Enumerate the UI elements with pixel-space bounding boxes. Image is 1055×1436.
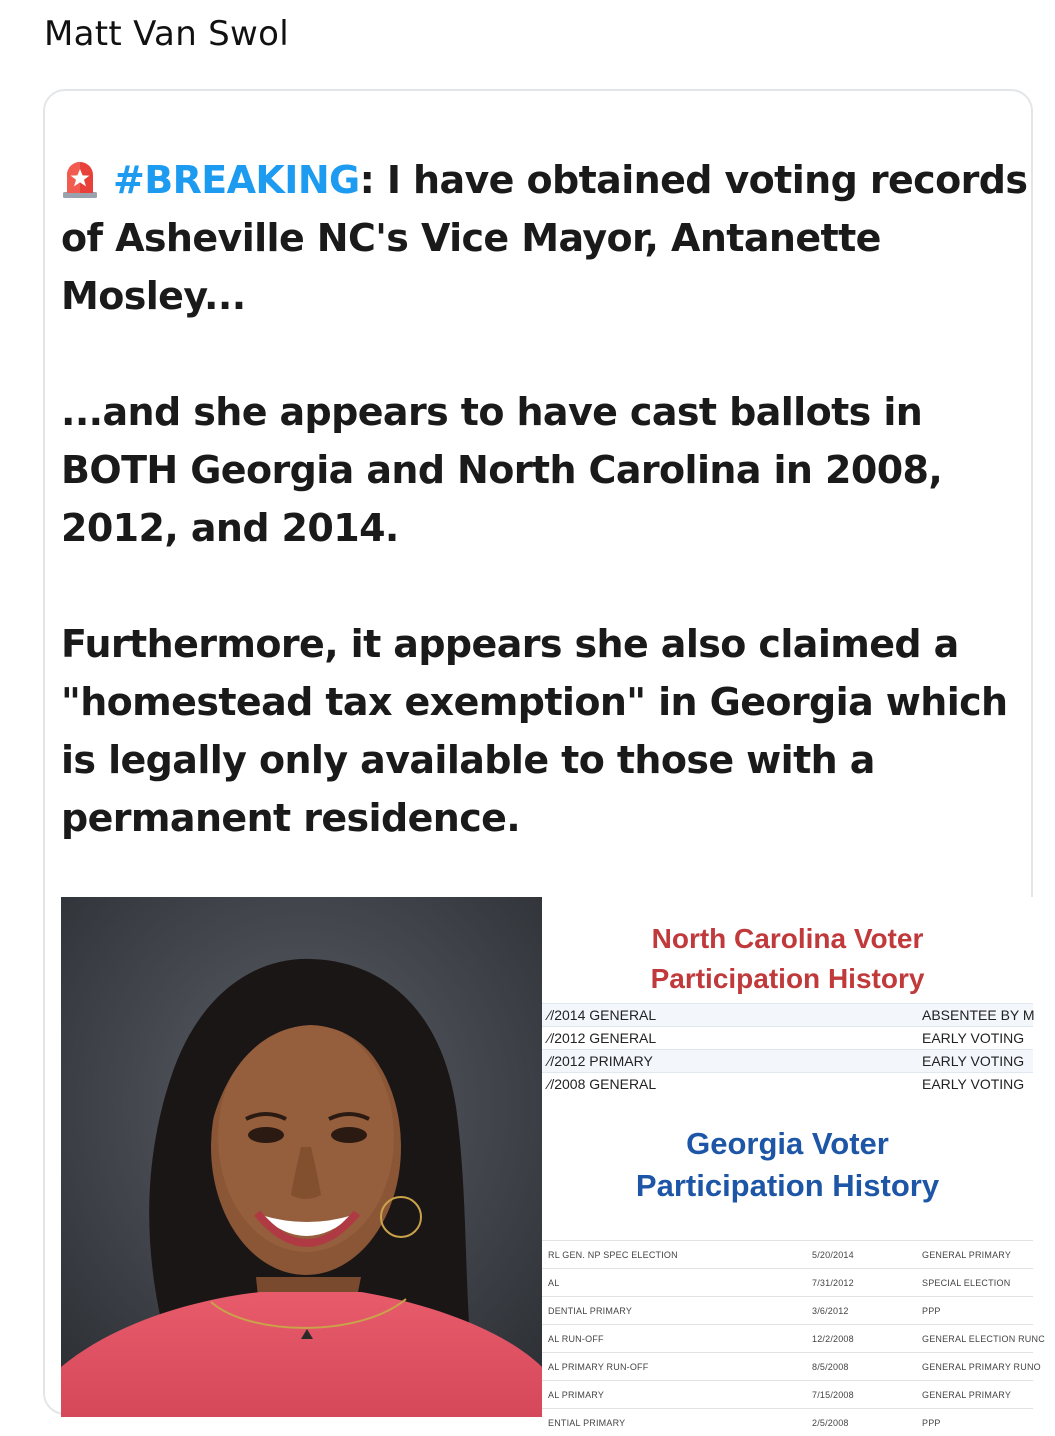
ga-date: 8/5/2008 bbox=[812, 1362, 849, 1372]
ga-history-title bbox=[542, 1123, 1033, 1207]
ga-type: GENERAL PRIMARY bbox=[922, 1250, 1012, 1260]
ga-type: PPP bbox=[922, 1418, 941, 1428]
ga-type: GENERAL ELECTION RUNC bbox=[922, 1334, 1045, 1344]
nc-election: ⁄/2012 PRIMARY bbox=[548, 1053, 653, 1069]
ga-type: SPECIAL ELECTION bbox=[922, 1278, 1011, 1288]
breaking-hashtag-link[interactable]: #BREAKING bbox=[113, 158, 360, 202]
ga-election: ENTIAL PRIMARY bbox=[548, 1418, 626, 1428]
post-media-image[interactable] bbox=[61, 897, 1045, 1428]
ga-title-line-2: Participation History bbox=[635, 1168, 940, 1203]
nc-title-line-2: Participation History bbox=[650, 963, 925, 994]
post-paragraph-1 bbox=[61, 151, 1031, 325]
ga-election: AL PRIMARY RUN-OFF bbox=[548, 1362, 649, 1372]
table-row bbox=[542, 1003, 1033, 1026]
portrait-photo bbox=[61, 897, 542, 1417]
ga-date: 2/5/2008 bbox=[812, 1418, 849, 1428]
table-row bbox=[542, 1026, 1033, 1049]
post-paragraph-1-text: : I have obtained voting records of Asheville NC's Vice Mayor, Antanette Mosley... bbox=[61, 158, 1028, 318]
nc-method: EARLY VOTING bbox=[922, 1053, 1025, 1069]
ga-type: PPP bbox=[922, 1306, 941, 1316]
table-row bbox=[542, 1268, 1033, 1296]
nc-method: EARLY VOTING bbox=[922, 1076, 1025, 1092]
nc-election: ⁄/2012 GENERAL bbox=[548, 1030, 657, 1046]
ga-election: AL PRIMARY bbox=[548, 1390, 605, 1400]
nc-election: ⁄/2014 GENERAL bbox=[548, 1007, 657, 1023]
ga-history-table bbox=[542, 1240, 1045, 1436]
table-row bbox=[542, 1324, 1045, 1352]
ga-election: AL bbox=[548, 1278, 560, 1288]
nc-history-table bbox=[542, 1003, 1033, 1095]
ga-date: 3/6/2012 bbox=[812, 1306, 849, 1316]
ga-date: 5/20/2014 bbox=[812, 1250, 854, 1260]
ga-type: GENERAL PRIMARY RUNO bbox=[922, 1362, 1041, 1372]
post-paragraph-3: Furthermore, it appears she also claimed a "homestead tax exemption" in Georgia which is legally only available to those with a permanent residence. bbox=[61, 622, 1008, 840]
table-row bbox=[542, 1380, 1033, 1408]
ga-election: DENTIAL PRIMARY bbox=[548, 1306, 633, 1316]
table-row bbox=[542, 1296, 1033, 1324]
post-text bbox=[61, 151, 1031, 905]
ga-date: 7/15/2008 bbox=[812, 1390, 854, 1400]
table-row bbox=[542, 1352, 1041, 1380]
author-name[interactable]: Matt Van Swol bbox=[44, 14, 289, 54]
ga-type: GENERAL PRIMARY bbox=[922, 1390, 1012, 1400]
post-paragraph-2: ...and she appears to have cast ballots in BOTH Georgia and North Carolina in 2008, 2012, and 2014. bbox=[61, 390, 943, 550]
table-row bbox=[542, 1072, 1033, 1095]
siren-icon bbox=[61, 157, 99, 197]
table-row bbox=[542, 1049, 1033, 1072]
ga-date: 7/31/2012 bbox=[812, 1278, 854, 1288]
nc-method: ABSENTEE BY M bbox=[922, 1007, 1035, 1023]
ga-date: 12/2/2008 bbox=[812, 1334, 854, 1344]
ga-election: AL RUN-OFF bbox=[548, 1334, 604, 1344]
nc-history-title bbox=[542, 919, 1033, 999]
nc-election: ⁄/2008 GENERAL bbox=[548, 1076, 657, 1092]
ga-title-line-1: Georgia Voter bbox=[686, 1126, 889, 1161]
nc-title-line-1: North Carolina Voter bbox=[651, 923, 924, 954]
post-card[interactable] bbox=[43, 89, 1045, 1428]
table-row bbox=[542, 1408, 1033, 1436]
table-row bbox=[542, 1240, 1033, 1268]
voter-records-panel bbox=[542, 897, 1045, 1428]
ga-election: RL GEN. NP SPEC ELECTION bbox=[548, 1250, 678, 1260]
nc-method: EARLY VOTING bbox=[922, 1030, 1025, 1046]
